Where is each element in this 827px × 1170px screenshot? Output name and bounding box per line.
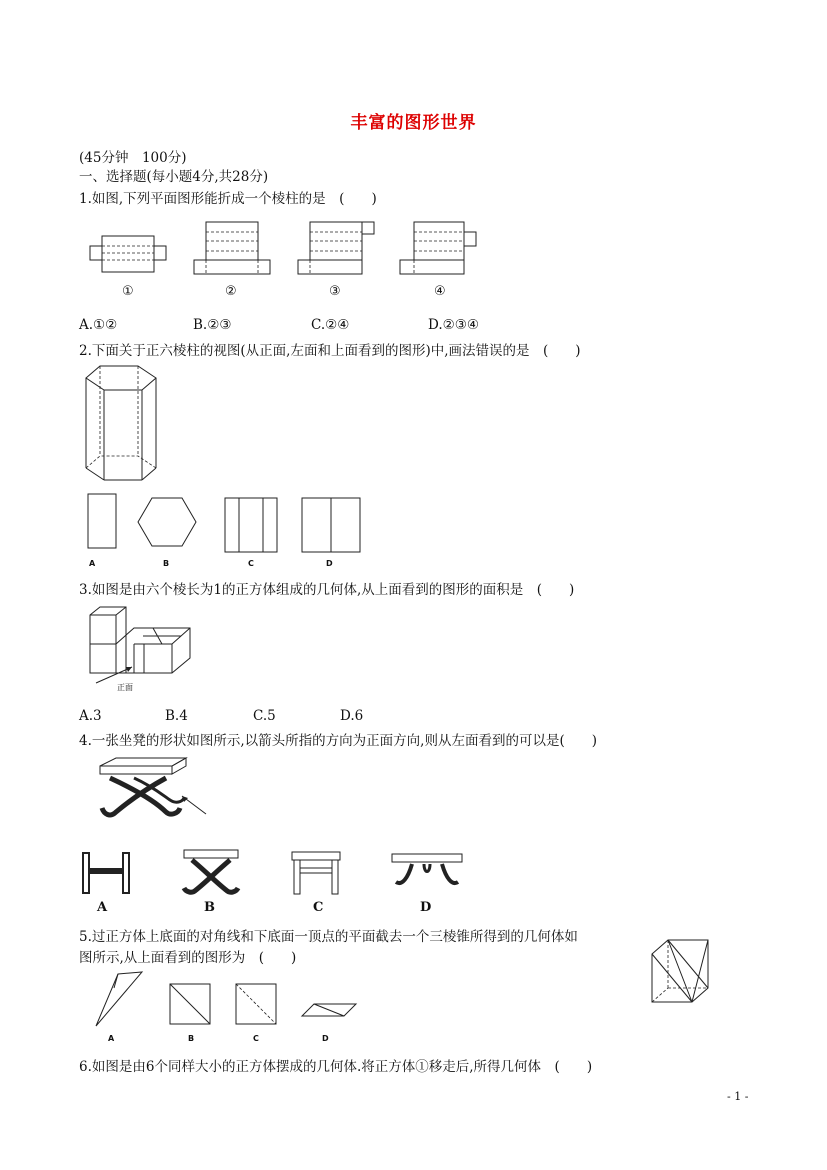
q1-option-d: D.②③④ xyxy=(428,317,479,333)
q1-option-c: C.②④ xyxy=(311,317,350,333)
q2-label-b: B xyxy=(163,559,170,568)
page-title: 丰富的图形世界 xyxy=(350,113,477,133)
q4-label-a: A xyxy=(97,900,108,915)
q1-net-4 xyxy=(398,220,484,278)
q4-stool-figure xyxy=(96,756,216,826)
page-number: - 1 - xyxy=(727,1090,749,1103)
q3-option-c: C.5 xyxy=(253,708,276,724)
q4-label-c: C xyxy=(313,900,324,915)
q2-label-d: D xyxy=(326,559,333,568)
q2-view-d xyxy=(300,496,362,554)
q1-fig-label-1: ① xyxy=(122,284,134,299)
q5-option-d-shape xyxy=(300,1000,358,1020)
q5-cut-cube-figure xyxy=(648,936,712,1006)
q2-hex-prism-figure xyxy=(82,362,162,484)
q1-fig-label-2: ② xyxy=(225,284,237,299)
q1-option-a: A.①② xyxy=(79,317,118,333)
q3-cube-figure xyxy=(88,603,194,693)
q5-option-c-shape xyxy=(234,982,278,1026)
q5-label-a: A xyxy=(108,1034,115,1043)
q2-label-a: A xyxy=(89,559,96,568)
q4-option-a-shape xyxy=(80,850,132,896)
q1-fig-label-4: ④ xyxy=(434,284,446,299)
q1-fig-label-3: ③ xyxy=(329,284,341,299)
q2-view-c xyxy=(223,496,279,554)
q4-label-d: D xyxy=(420,900,432,915)
q3-stem: 3.如图是由六个棱长为1的正方体组成的几何体,从上面看到的图形的面积是 ( ) xyxy=(79,582,575,598)
q4-option-c-shape xyxy=(290,850,342,896)
q5-label-b: B xyxy=(188,1034,195,1043)
q5-label-d: D xyxy=(322,1034,329,1043)
q1-net-1 xyxy=(88,234,168,274)
exam-meta: (45分钟 100分) xyxy=(79,150,187,166)
q1-net-3 xyxy=(296,220,382,278)
q3-option-d: D.6 xyxy=(340,708,364,724)
q1-stem: 1.如图,下列平面图形能折成一个棱柱的是 ( ) xyxy=(79,191,377,207)
q4-label-b: B xyxy=(204,900,215,915)
q5-option-a-shape xyxy=(92,970,144,1028)
q6-stem: 6.如图是由6个同样大小的正方体摆成的几何体.将正方体①移走后,所得几何体 ( ) xyxy=(79,1059,593,1075)
q1-net-2 xyxy=(192,220,272,278)
q2-view-a xyxy=(86,492,118,550)
q5-option-b-shape xyxy=(168,982,212,1026)
q3-option-a: A.3 xyxy=(79,708,102,724)
q4-option-b-shape xyxy=(180,848,242,898)
q2-label-c: C xyxy=(248,559,254,568)
q3-option-b: B.4 xyxy=(165,708,188,724)
q3-front-label: 正面 xyxy=(117,683,133,692)
q2-stem: 2.下面关于正六棱柱的视图(从正面,左面和上面看到的图形)中,画法错误的是 ( ) xyxy=(79,343,581,359)
q5-stem-line1: 5.过正方体上底面的对角线和下底面一顶点的平面截去一个三棱锥所得到的几何体如 xyxy=(79,929,578,945)
section-heading: 一、选择题(每小题4分,共28分) xyxy=(79,169,269,185)
q5-stem-line2: 图所示,从上面看到的图形为 ( ) xyxy=(79,950,297,966)
q4-option-d-shape xyxy=(390,852,464,896)
q4-stem: 4.一张坐凳的形状如图所示,以箭头所指的方向为正面方向,则从左面看到的可以是( ) xyxy=(79,733,597,749)
q1-option-b: B.②③ xyxy=(193,317,232,333)
q5-label-c: C xyxy=(253,1034,259,1043)
q2-view-b xyxy=(136,496,198,548)
